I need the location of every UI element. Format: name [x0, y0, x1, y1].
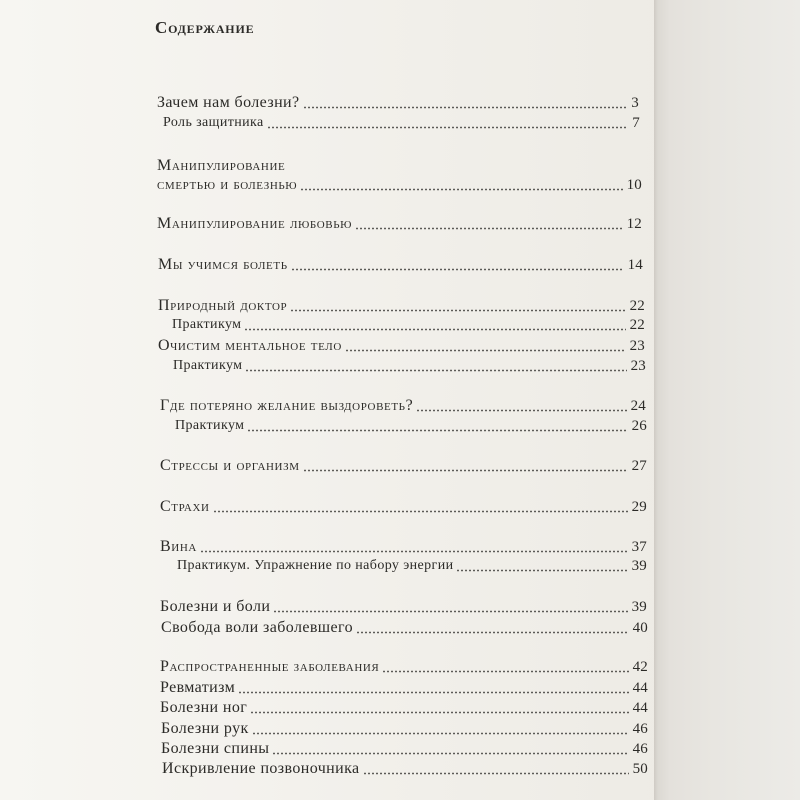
toc-entry-title: Практикум: [172, 317, 242, 332]
toc-page-number: 24: [630, 398, 646, 414]
toc-subentry: [173, 357, 646, 375]
toc-entry: [160, 538, 647, 556]
toc-page-number: 12: [626, 216, 642, 232]
dot-leader: [303, 106, 628, 109]
toc-entry-title: Манипулирование любовью: [157, 215, 353, 232]
toc-page-number: 22: [629, 298, 645, 314]
toc-page-number: 23: [629, 338, 645, 354]
dot-leader: [356, 631, 629, 634]
toc-entry-title: Стрессы и организм: [160, 457, 300, 474]
toc-entry: [161, 740, 648, 758]
toc-entry: [160, 498, 647, 516]
toc-entry: [160, 679, 648, 697]
toc-heading: Содержание: [155, 18, 255, 37]
toc-page-number: 39: [631, 558, 647, 574]
toc-entry-title: Болезни и боли: [160, 598, 271, 615]
toc-subentry: [177, 557, 647, 575]
dot-leader: [345, 349, 626, 352]
toc-entry: [162, 760, 648, 778]
toc-subentry: [172, 316, 645, 334]
toc-page-number: 22: [629, 317, 645, 333]
toc-page-number: 10: [626, 177, 642, 193]
toc-entry: [158, 256, 643, 274]
toc-entry-title: Практикум: [175, 418, 245, 433]
toc-page-number: 23: [630, 358, 646, 374]
toc-entry: [158, 337, 645, 355]
dot-leader: [303, 469, 628, 472]
toc-page-number: 14: [627, 257, 643, 273]
toc-page-number: 27: [631, 458, 647, 474]
dot-leader: [382, 670, 628, 673]
dot-leader: [300, 188, 622, 191]
dot-leader: [250, 711, 628, 714]
toc-page-number: 39: [631, 599, 647, 615]
toc-entry-title: Свобода воли заболевшего: [161, 619, 353, 636]
dot-leader: [363, 772, 629, 775]
toc-entry: [160, 658, 648, 676]
toc-entry-title: Очистим ментальное тело: [158, 337, 342, 354]
toc-page-number: 50: [632, 761, 648, 777]
toc-entry-title: Мы учимся болеть: [158, 256, 288, 273]
toc-entry-title-continuation: смертью и болезнью: [157, 176, 298, 193]
toc-entry-title: Страхи: [160, 498, 210, 515]
page-edge-shadow: [654, 0, 800, 800]
toc-entry-title: Распространенные заболевания: [160, 658, 380, 675]
toc-page-number: 46: [632, 721, 648, 737]
dot-leader: [456, 569, 627, 572]
toc-entry-title: Ревматизм: [160, 679, 236, 696]
toc-page-number: 26: [631, 418, 647, 434]
toc-entry-title: Зачем нам болезни?: [157, 94, 300, 111]
toc-entry-title: Природный доктор: [158, 297, 288, 314]
toc-page-number: 40: [632, 620, 648, 636]
dot-leader: [273, 610, 627, 613]
toc-page-number: 42: [632, 659, 648, 675]
dot-leader: [291, 268, 624, 271]
toc-entry-title: Роль защитника: [163, 115, 264, 130]
dot-leader: [355, 227, 623, 230]
toc-entry: [160, 457, 647, 475]
toc-entry-title: Практикум: [173, 358, 243, 373]
dot-leader: [272, 752, 628, 755]
toc-entry: [161, 619, 648, 637]
dot-leader: [247, 429, 627, 432]
toc-entry-title: Болезни ног: [160, 699, 248, 716]
toc-entry: [161, 720, 648, 738]
toc-page-number: 29: [631, 499, 647, 515]
dot-leader: [245, 369, 626, 372]
toc-entry: [157, 215, 642, 233]
dot-leader: [267, 126, 629, 129]
toc-entry-first-line: [157, 157, 642, 175]
toc-entry: [157, 94, 639, 112]
toc-entry: [160, 397, 646, 415]
dot-leader: [244, 328, 625, 331]
toc-entry-title: Болезни спины: [161, 740, 270, 757]
dot-leader: [290, 309, 625, 312]
toc-page-number: 37: [631, 539, 647, 555]
dot-leader: [213, 510, 628, 513]
toc-subentry: [175, 417, 647, 435]
toc-entry-title: Вина: [160, 538, 197, 555]
toc-entry-title: Манипулирование: [157, 157, 286, 174]
toc-page-number: 46: [632, 741, 648, 757]
toc-page-number: 7: [632, 115, 640, 131]
dot-leader: [252, 732, 629, 735]
toc-page-number: 44: [632, 700, 648, 716]
dot-leader: [416, 409, 626, 412]
toc-entry: [158, 297, 645, 315]
toc-entry: [160, 699, 648, 717]
toc-page-number: 3: [631, 95, 639, 111]
dot-leader: [238, 691, 628, 694]
toc-entry-title: Практикум. Упражнение по набору энергии: [177, 558, 454, 573]
toc-entry: [157, 176, 642, 194]
toc-entry-title: Где потеряно желание выздороветь?: [160, 397, 414, 414]
toc-entry: [160, 598, 647, 616]
toc-entry-title: Болезни рук: [161, 720, 249, 737]
toc-entry-title: Искривление позвоночника: [162, 760, 360, 777]
dot-leader: [200, 550, 628, 553]
toc-subentry: [163, 114, 640, 132]
toc-page-number: 44: [632, 680, 648, 696]
